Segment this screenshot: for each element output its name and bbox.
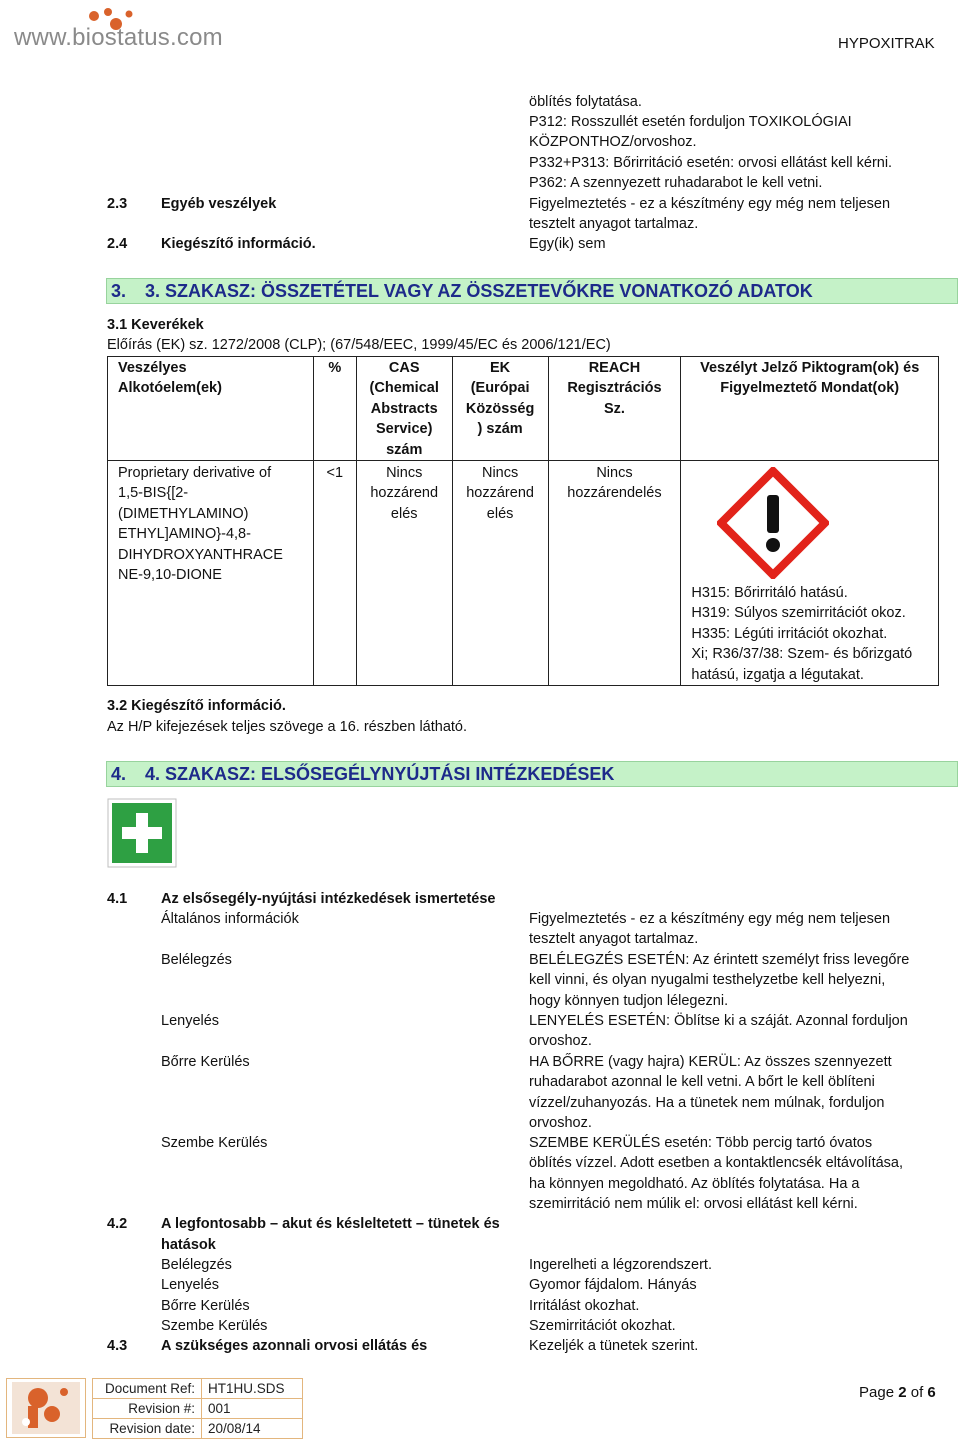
header-line: Figyelmeztető Mondat(ok) <box>720 380 900 397</box>
section-2-3-label: Egyéb veszélyek <box>161 196 277 212</box>
revision-label: Revision #: <box>93 1399 202 1419</box>
continuation-line: P312: Rosszullét esetén forduljon TOXIKOLÓGIAI <box>529 114 852 130</box>
first-aid-value: Figyelmeztetés - ez a készítmény egy még nem teljesen <box>529 911 891 927</box>
hazard-statement: Xi; R36/37/38: Szem- és bőrizgató <box>691 646 913 663</box>
symptom-value: Ingerelheti a légzorendszert. <box>529 1257 712 1273</box>
header-line: ) szám <box>477 421 523 438</box>
section-2-3-value: Figyelmeztetés - ez a készítmény egy még nem teljesen <box>529 196 891 212</box>
first-aid-value: hogy könnyen tudjon lélegezni. <box>529 993 729 1009</box>
page-prefix: Page <box>859 1384 895 1401</box>
section-4-3-title: A szükséges azonnali orvosi ellátás és <box>161 1338 428 1354</box>
ek-line: hozzárend <box>466 485 534 502</box>
first-aid-label: Belélegzés <box>161 952 232 968</box>
section-3-1-title: 3.1 Keverékek <box>107 317 204 333</box>
header-line: % <box>328 360 342 376</box>
first-aid-value: SZEMBE KERÜLÉS esetén: Több percig tartó óvatos <box>529 1135 873 1151</box>
table-row <box>108 461 939 686</box>
reach-line: Nincs <box>596 465 633 482</box>
first-aid-value: LENYELÉS ESETÉN: Öblítse ki a száját. Azonnal forduljon <box>529 1013 908 1029</box>
section-4-2-title: hatások <box>161 1237 216 1253</box>
name-line: ETHYL]AMINO}-4,8- <box>118 526 251 543</box>
hazard-statement: H335: Légúti irritációt okozhat. <box>691 625 888 642</box>
section-2-4-value: Egy(ik) sem <box>529 236 606 252</box>
section-3-header <box>106 278 958 304</box>
logo-text: www.biostatus.com <box>14 24 223 51</box>
section-2-4-label: Kiegészítő információ. <box>161 236 316 252</box>
product-name: HYPOXITRAK <box>838 35 935 52</box>
section-4-3-value: Kezeljék a tünetek szerint. <box>529 1338 699 1354</box>
header-line: CAS <box>388 360 420 376</box>
first-aid-value: HA BŐRRE (vagy hajra) KERÜL: Az összes szennyezett <box>529 1054 892 1070</box>
continuation-line: P362: A szennyezett ruhadarabot le kell vetni. <box>529 175 823 191</box>
component-cas <box>356 461 452 686</box>
symptom-value: Szemirritációt okozhat. <box>529 1318 676 1334</box>
section-3-title: 3. SZAKASZ: ÖSSZETÉTEL VAGY AZ ÖSSZETEVŐKRE VONATKOZÓ ADATOK <box>145 281 813 301</box>
percent-value: <1 <box>326 465 344 482</box>
symptom-value: Gyomor fájdalom. Hányás <box>529 1277 697 1293</box>
page-current: 2 <box>898 1384 907 1401</box>
section-4-title: 4. SZAKASZ: ELSŐSEGÉLYNYÚJTÁSI INTÉZKEDÉSEK <box>145 764 615 784</box>
first-aid-value: orvoshoz. <box>529 1115 592 1131</box>
section-3-2-text: Az H/P kifejezések teljes szövege a 16. részben látható. <box>107 719 468 735</box>
component-name <box>108 461 314 686</box>
page-total: 6 <box>927 1384 936 1401</box>
revision-date-label: Revision date: <box>93 1419 202 1439</box>
header-line: REACH <box>588 360 641 376</box>
component-reach <box>548 461 681 686</box>
revision-date-value: 20/08/14 <box>202 1419 303 1439</box>
first-aid-value: kell vinni, és olyan nyugalmi testhelyzetbe kell helyezni, <box>529 972 886 988</box>
header-reach <box>548 357 681 461</box>
section-2-3-number: 2.3 <box>107 196 128 212</box>
section-3-2-title: 3.2 Kiegészítő információ. <box>107 698 286 714</box>
header-line: szám <box>386 441 423 458</box>
first-aid-value: tesztelt anyagot tartalmaz. <box>529 931 699 947</box>
first-aid-cross-icon <box>107 798 177 868</box>
continuation-line: öblítés folytatása. <box>529 94 642 110</box>
section-4-3-number: 4.3 <box>107 1338 128 1354</box>
first-aid-value: ha könnyen megoldható. Az öblítés folytatása. Ha a <box>529 1176 860 1192</box>
header-line: Service) <box>375 421 433 438</box>
header-logo[interactable] <box>8 4 258 52</box>
section-4-1-number: 4.1 <box>107 891 128 907</box>
header-cas <box>356 357 452 461</box>
ek-line: Nincs <box>481 465 519 482</box>
symptom-label: Lenyelés <box>161 1277 220 1293</box>
section-2-4-number: 2.4 <box>107 236 128 252</box>
header-line: Regisztrációs <box>567 380 662 397</box>
header-line: (Európai <box>470 380 530 397</box>
section-4-number: 4. <box>111 764 127 784</box>
first-aid-value: ruhadarabot azonnal le kell vetni. A bőrt le kell öblíteni <box>529 1074 875 1090</box>
component-percent <box>313 461 356 686</box>
section-3-number: 3. <box>111 281 127 301</box>
header-line: Veszélyes <box>118 360 187 376</box>
header-line: Abstracts <box>370 400 438 417</box>
hazard-statement: hatású, izgatja a légutakat. <box>691 666 864 683</box>
page-of: of <box>910 1384 924 1401</box>
first-aid-label: Általános információk <box>161 911 299 927</box>
first-aid-value: orvoshoz. <box>529 1033 592 1049</box>
doc-ref-label: Document Ref: <box>93 1379 202 1399</box>
header-line: Alkotóelem(ek) <box>118 380 222 397</box>
cas-line: Nincs <box>386 465 423 482</box>
first-aid-value: BELÉLEGZÉS ESETÉN: Az érintett személyt friss levegőre <box>529 952 910 968</box>
first-aid-label: Bőrre Kerülés <box>161 1054 250 1070</box>
footer-logo-icon <box>6 1378 86 1438</box>
name-line: DIHYDROXYANTHRACE <box>118 546 283 563</box>
cas-line: elés <box>390 505 418 522</box>
name-line: Proprietary derivative of <box>118 465 272 482</box>
footer-document-info <box>92 1378 303 1439</box>
symptom-value: Irritálást okozhat. <box>529 1298 640 1314</box>
continuation-line: P332+P313: Bőrirritáció esetén: orvosi ellátást kell kérni. <box>529 155 893 171</box>
header-hazardous-components <box>108 357 314 461</box>
header-line: Veszélyt Jelző Piktogram(ok) és <box>700 360 920 376</box>
header-percent <box>313 357 356 461</box>
first-aid-value: vízzel/zuhanyozás. Ha a tünetek nem múlnak, forduljon <box>529 1095 885 1111</box>
continuation-line: KÖZPONTHOZ/orvoshoz. <box>529 134 697 150</box>
first-aid-label: Szembe Kerülés <box>161 1135 268 1151</box>
name-line: (DIMETHYLAMINO) <box>118 505 249 522</box>
cas-line: hozzárend <box>370 485 439 502</box>
header-line: EK <box>490 360 511 376</box>
component-pictograms <box>681 461 939 686</box>
header-line: (Chemical <box>369 380 439 397</box>
section-4-1-title: Az elsősegély-nyújtási intézkedések ismertetése <box>161 891 496 907</box>
component-ek <box>452 461 548 686</box>
symptom-label: Szembe Kerülés <box>161 1318 268 1334</box>
revision-value: 001 <box>202 1399 303 1419</box>
header-line: Sz. <box>603 400 625 417</box>
symptom-label: Bőrre Kerülés <box>161 1298 250 1314</box>
hazard-statement: H315: Bőrirritáló hatású. <box>691 585 848 602</box>
name-line: NE-9,10-DIONE <box>118 567 222 584</box>
name-line: 1,5-BIS{[2- <box>118 485 189 502</box>
section-4-2-number: 4.2 <box>107 1216 128 1232</box>
first-aid-label: Lenyelés <box>161 1013 220 1029</box>
first-aid-value: szemirritáció nem múlik el: orvosi ellátást kell kérni. <box>529 1196 858 1212</box>
reach-line: hozzárendelés <box>567 485 662 502</box>
ghs-exclamation-icon <box>717 467 829 579</box>
symptom-label: Belélegzés <box>161 1257 232 1273</box>
hazard-statement: H319: Súlyos szemirritációt okoz. <box>691 605 906 622</box>
first-aid-value: öblítés vízzel. Adott esetben a kontaktlencsék eltávolítása, <box>529 1155 903 1171</box>
composition-table <box>107 356 939 686</box>
header-line: Közösség <box>465 400 535 417</box>
doc-ref-value: HT1HU.SDS <box>202 1379 303 1399</box>
section-4-2-title: A legfontosabb – akut és késleltetett – tünetek és <box>161 1216 500 1232</box>
header-pictograms <box>681 357 939 461</box>
header-ek <box>452 357 548 461</box>
regulation-text: Előírás (EK) sz. 1272/2008 (CLP); (67/548/EEC, 1999/45/EC és 2006/121/EC) <box>107 337 611 353</box>
table-header-row <box>108 357 939 461</box>
page-indicator <box>859 1383 936 1403</box>
ek-line: elés <box>486 505 514 522</box>
section-2-3-value: tesztelt anyagot tartalmaz. <box>529 216 699 232</box>
section-4-header <box>106 761 958 787</box>
